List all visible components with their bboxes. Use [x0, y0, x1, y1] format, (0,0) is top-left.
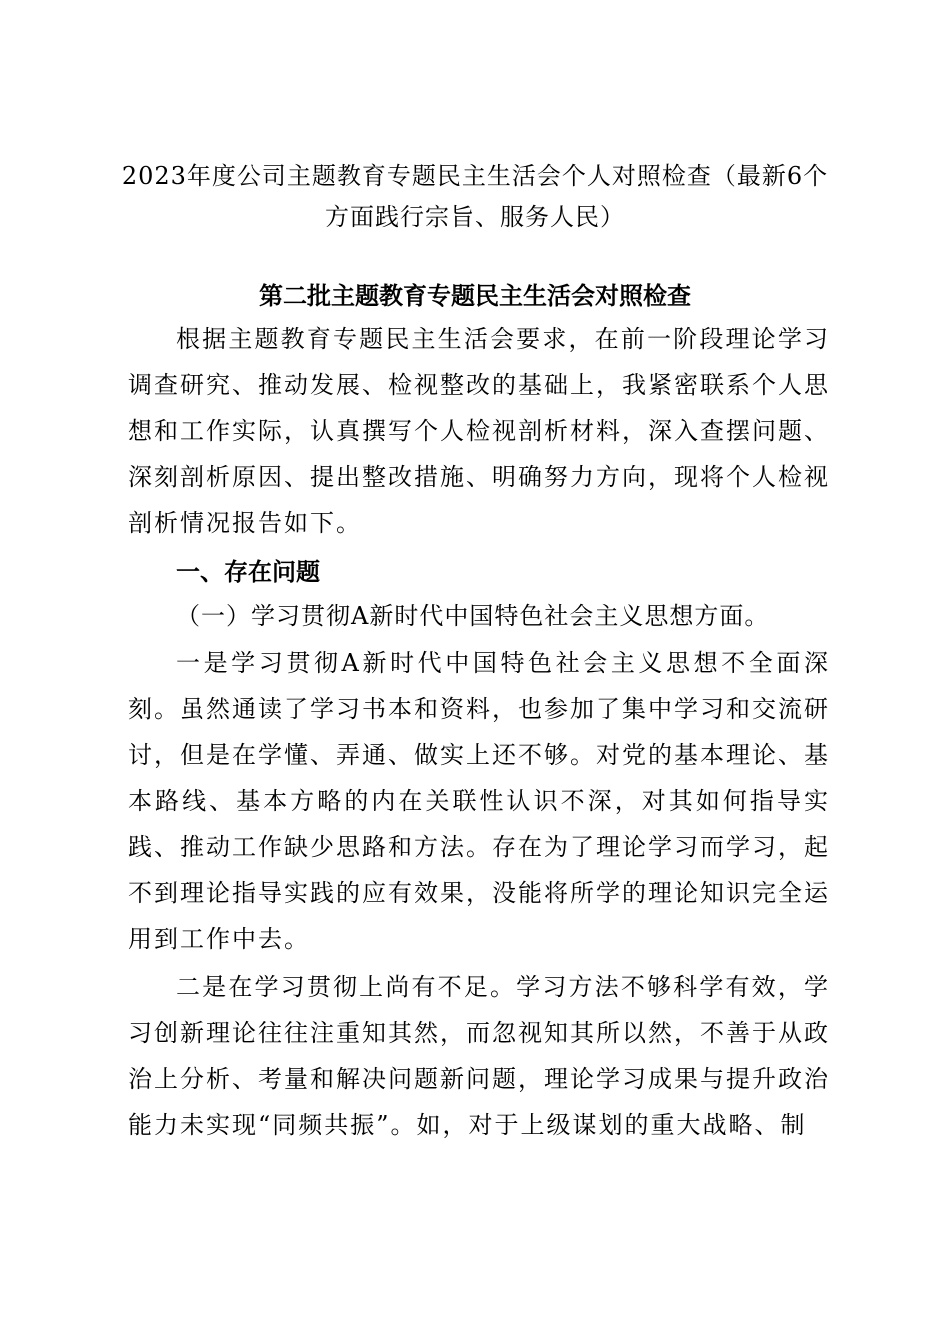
paragraph-one: 一是学习贯彻A新时代中国特色社会主义思想不全面深刻。虽然通读了学习书本和资料，也参加了集中学习和交流研讨，但是在学懂、弄通、做实上还不够。对党的基本理论、基本路线、基本方略的内在关联性认识不深，对其如何指导实践、推动工作缺少思路和方法。存在为了理论学习而学习，起不到理论指导实践的应有效果，没能将所学的理论知识完全运用到工作中去。 — [128, 649, 830, 953]
subsection-heading: （一）学习贯彻A新时代中国特色社会主义思想方面。 — [176, 602, 770, 630]
section-heading: 一、存在问题 — [176, 558, 320, 586]
document-subtitle: 第二批主题教育专题民主生活会对照检查 — [259, 281, 691, 310]
intro-paragraph: 根据主题教育专题民主生活会要求，在前一阶段理论学习调查研究、推动发展、检视整改的基础上，我紧密联系个人思想和工作实际，认真撰写个人检视剖析材料，深入查摆问题、深刻剖析原因、提出整改措施、明确努力方向，现将个人检视剖析情况报告如下。 — [128, 325, 830, 537]
paragraph-two: 二是在学习贯彻上尚有不足。学习方法不够科学有效，学习创新理论往往注重知其然，而忽视知其所以然，不善于从政治上分析、考量和解决问题新问题，理论学习成果与提升政治能力未实现“同频共振”。如，对于上级谋划的重大战略、制 — [128, 973, 830, 1139]
document-title: 2023年度公司主题教育专题民主生活会个人对照检查（最新6个方面践行宗旨、服务人民） — [121, 162, 829, 231]
